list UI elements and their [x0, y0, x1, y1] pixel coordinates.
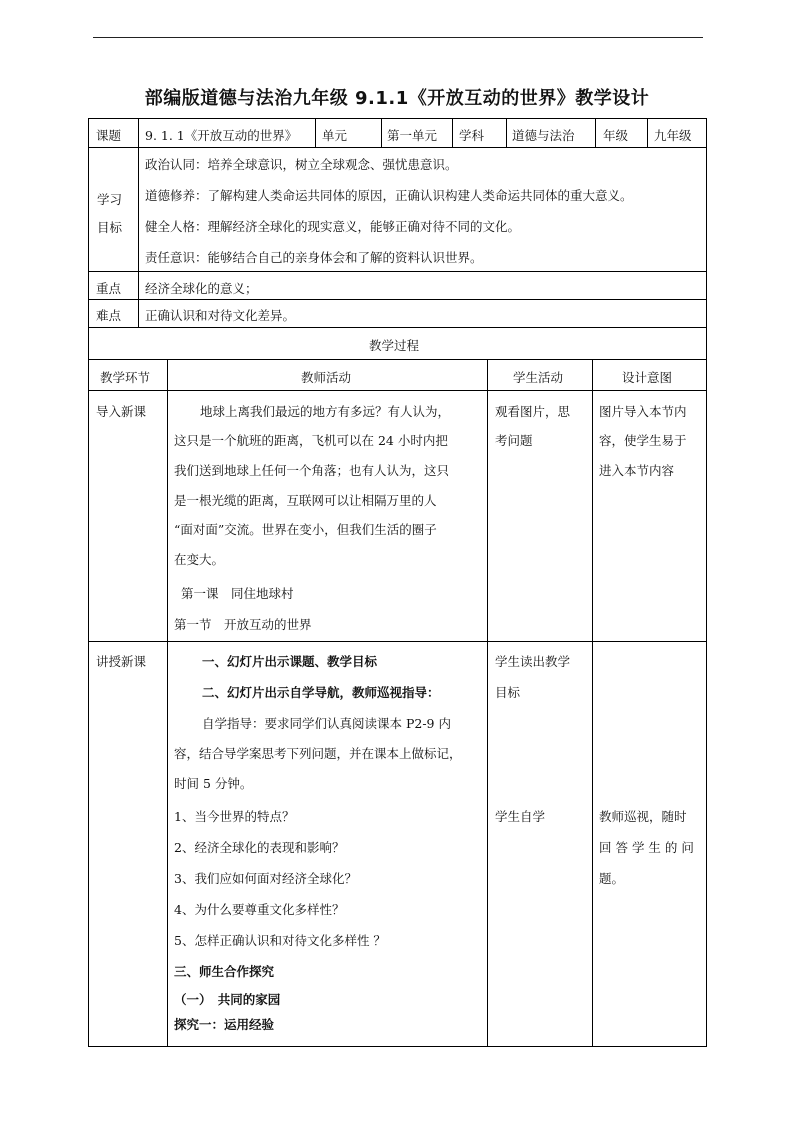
new-lesson-intent-line: 教师巡视，随时	[599, 809, 687, 824]
intro-stage: 导入新课	[96, 404, 147, 419]
intro-teacher-line: “面对面”交流。世界在变小，但我们生活的圈子	[174, 522, 437, 537]
column-header-student: 学生活动	[513, 370, 564, 385]
intro-teacher-line: 第一节 开放互动的世界	[174, 617, 312, 632]
table-bottom-border	[88, 1046, 707, 1047]
new-lesson-teacher-line: 一、幻灯片出示课题、教学目标	[202, 654, 378, 669]
difficulty-label: 难点	[96, 308, 122, 323]
intro-teacher-line: 第一课 同住地球村	[181, 586, 294, 601]
document-title: 部编版道德与法治九年级 9.1.1《开放互动的世界》教学设计	[144, 88, 650, 109]
intro-student-line: 观看图片，思	[495, 404, 571, 419]
col-divider	[452, 118, 453, 147]
intro-teacher-line: 这只是一个航班的距离，飞机可以在 24 小时内把	[174, 433, 448, 448]
new-lesson-teacher-line: 4、为什么要尊重文化多样性？	[174, 902, 345, 917]
new-lesson-teacher-line: 三、师生合作探究	[174, 964, 275, 979]
intro-teacher-line: 是一根光缆的距离，互联网可以让相隔万里的人	[174, 493, 437, 508]
new-lesson-teacher-line: 时间 5 分钟。	[174, 776, 253, 791]
subject-label: 学科	[459, 128, 485, 143]
key-point-value: 经济全球化的意义；	[145, 281, 258, 296]
new-lesson-stage: 讲授新课	[96, 654, 147, 669]
objective-item: 道德修养：了解构建人类命运共同体的原因，正确认识构建人类命运共同体的重大意义。	[145, 188, 633, 203]
new-lesson-teacher-line: 5、怎样正确认识和对待文化多样性 ？	[174, 933, 386, 948]
topic-value: 9. 1. 1《开放互动的世界》	[145, 128, 298, 143]
header-rule	[93, 37, 703, 38]
row-divider	[88, 327, 707, 328]
col-divider	[647, 118, 648, 147]
new-lesson-student-line: 学生自学	[495, 809, 546, 824]
intro-teacher-line: 我们送到地球上任何一个角落；也有人认为，这只	[174, 463, 450, 478]
grade-value: 九年级	[654, 128, 692, 143]
grade-label: 年级	[603, 128, 629, 143]
difficulty-value: 正确认识和对待文化差异。	[145, 308, 296, 323]
key-point-label: 重点	[96, 281, 122, 296]
objective-item: 政治认同：培养全球意识，树立全球观念、强忧患意识。	[145, 157, 458, 172]
col-divider	[487, 359, 488, 1046]
process-heading: 教学过程	[369, 338, 420, 353]
row-divider	[88, 641, 707, 642]
objective-item: 责任意识：能够结合自己的亲身体会和了解的资料认识世界。	[145, 250, 483, 265]
col-divider	[595, 118, 596, 147]
table-right-border	[706, 118, 707, 1046]
subject-value: 道德与法治	[512, 128, 575, 143]
new-lesson-teacher-line: 容，结合导学案思考下列问题，并在课本上做标记，	[174, 746, 462, 761]
new-lesson-teacher-line: 自学指导：要求同学们认真阅读课本 P2-9 内	[202, 716, 451, 731]
new-lesson-intent-line: 题。	[599, 871, 625, 886]
intro-intent-line: 图片导入本节内	[599, 404, 687, 419]
col-divider	[592, 359, 593, 1046]
col-divider	[506, 118, 507, 147]
new-lesson-teacher-line: 2、经济全球化的表现和影响？	[174, 840, 345, 855]
row-divider	[88, 359, 707, 360]
new-lesson-student-line: 目标	[495, 685, 521, 700]
new-lesson-teacher-line: 二、幻灯片出示自学导航，教师巡视指导：	[202, 685, 440, 700]
objectives-label-line1: 学习	[97, 192, 123, 207]
objectives-label-line2: 目标	[97, 220, 123, 235]
col-divider	[167, 359, 168, 1046]
new-lesson-teacher-line: （一） 共同的家园	[174, 992, 281, 1007]
col-divider	[138, 118, 139, 327]
col-divider	[315, 118, 316, 147]
col-divider	[381, 118, 382, 147]
intro-intent-line: 进入本节内容	[599, 463, 675, 478]
column-header-stage: 教学环节	[100, 370, 151, 385]
column-header-teacher: 教师活动	[301, 370, 352, 385]
new-lesson-intent-line: 回 答 学 生 的 问	[599, 840, 694, 855]
topic-label: 课题	[96, 128, 122, 143]
row-divider	[88, 299, 707, 300]
intro-teacher-line: 在变大。	[174, 552, 225, 567]
new-lesson-teacher-line: 3、我们应如何面对经济全球化？	[174, 871, 357, 886]
objective-item: 健全人格：理解经济全球化的现实意义，能够正确对待不同的文化。	[145, 219, 521, 234]
unit-label: 单元	[322, 128, 348, 143]
intro-intent-line: 容，使学生易于	[599, 433, 687, 448]
intro-student-line: 考问题	[495, 433, 533, 448]
unit-value: 第一单元	[387, 128, 438, 143]
row-divider	[88, 147, 707, 148]
table-left-border	[88, 118, 89, 1046]
new-lesson-teacher-line: 1、当今世界的特点？	[174, 809, 295, 824]
row-divider	[88, 271, 707, 272]
new-lesson-teacher-line: 探究一：运用经验	[174, 1017, 275, 1032]
column-header-intent: 设计意图	[622, 370, 673, 385]
intro-teacher-line: 地球上离我们最远的地方有多远？有人认为，	[200, 404, 451, 419]
row-divider	[88, 390, 707, 391]
table-top-border	[88, 118, 707, 119]
new-lesson-student-line: 学生读出教学	[495, 654, 571, 669]
